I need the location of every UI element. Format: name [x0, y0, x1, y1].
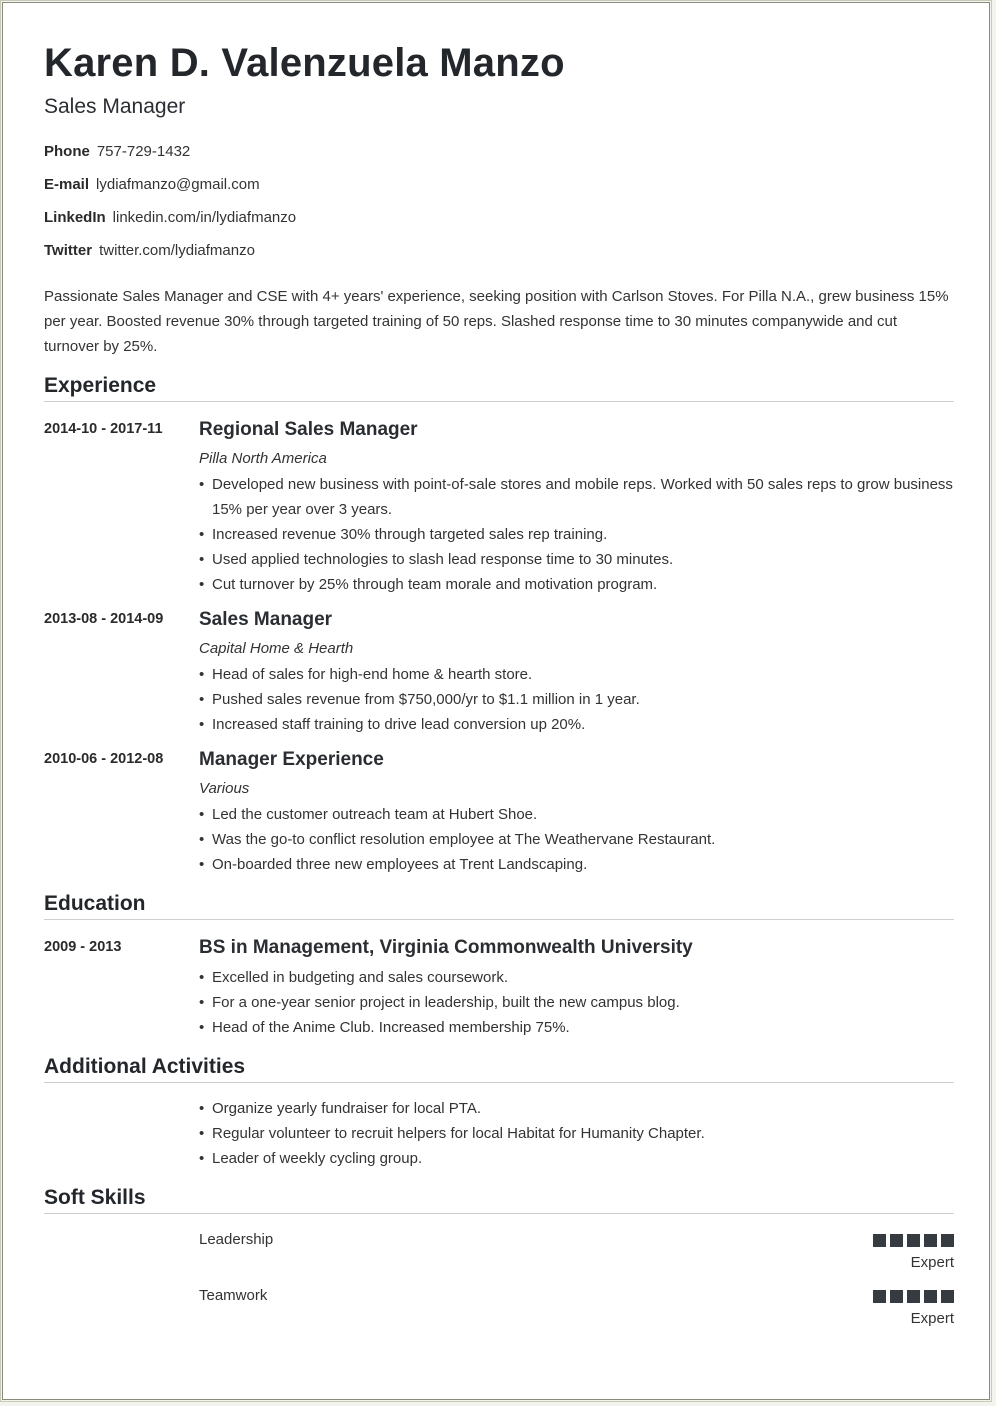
rating-square	[941, 1234, 954, 1247]
list-item: • Head of the Anime Club. Increased membership 75%.	[199, 1015, 955, 1040]
list-item: • Cut turnover by 25% through team morale and motivation program.	[199, 572, 955, 597]
list-item: • Used applied technologies to slash lead response time to 30 minutes.	[199, 547, 955, 572]
skill-name: Teamwork	[199, 1287, 268, 1304]
rating-square	[924, 1290, 937, 1303]
skill-level: Expert	[910, 1254, 954, 1271]
contact-label: E-mail	[44, 176, 90, 193]
list-item: • For a one-year senior project in leadership, built the new campus blog.	[199, 990, 955, 1015]
contact-label: LinkedIn	[44, 209, 106, 226]
rating-square	[890, 1234, 903, 1247]
list-item: • Regular volunteer to recruit helpers for local Habitat for Humanity Chapter.	[199, 1121, 955, 1146]
skill-level: Expert	[910, 1310, 954, 1327]
education-dates: 2009 - 2013	[44, 939, 122, 955]
candidate-name: Karen D. Valenzuela Manzo	[44, 41, 565, 85]
job-bullets	[199, 472, 955, 597]
education-bullets	[199, 965, 955, 1040]
contact-email	[44, 176, 260, 193]
section-title-education: Education	[44, 892, 954, 920]
list-item: • Organize yearly fundraiser for local PTA.	[199, 1096, 955, 1121]
list-item: • Developed new business with point-of-sale stores and mobile reps. Worked with 50 sales reps to grow business 15% per year over 3 years.	[199, 472, 955, 522]
job-title: Sales Manager	[199, 609, 333, 630]
summary-paragraph: Passionate Sales Manager and CSE with 4+ years' experience, seeking position with Carlson Stoves. For Pilla N.A., grew business 15% per year. Boosted revenue 30% through targeted training of 50 reps. Slashed response time to 30 minutes companywide and cut turnover by 25%.	[44, 288, 949, 355]
contact-label: Phone	[44, 143, 90, 160]
list-item: • On-boarded three new employees at Trent Landscaping.	[199, 852, 955, 877]
contact-value: lydiafmanzo@gmail.com	[96, 176, 260, 193]
job-dates: 2013-08 - 2014-09	[44, 611, 164, 627]
education-degree: BS in Management, Virginia Commonwealth University	[199, 937, 693, 958]
job-bullets	[199, 662, 955, 737]
section-title-activities: Additional Activities	[44, 1055, 954, 1083]
contact-value: linkedin.com/in/lydiafmanzo	[112, 209, 297, 226]
resume-page	[2, 2, 990, 1400]
job-company: Pilla North America	[199, 450, 327, 467]
job-dates: 2010-06 - 2012-08	[44, 751, 164, 767]
list-item: • Led the customer outreach team at Hubert Shoe.	[199, 802, 955, 827]
contact-linkedin	[44, 209, 296, 226]
section-title-skills: Soft Skills	[44, 1186, 954, 1214]
list-item: • Excelled in budgeting and sales coursework.	[199, 965, 955, 990]
job-title: Regional Sales Manager	[199, 419, 418, 440]
list-item: • Increased staff training to drive lead conversion up 20%.	[199, 712, 955, 737]
job-dates: 2014-10 - 2017-11	[44, 421, 163, 437]
skill-name: Leadership	[199, 1231, 274, 1248]
rating-square	[890, 1290, 903, 1303]
contact-phone	[44, 143, 190, 160]
list-item: • Leader of weekly cycling group.	[199, 1146, 955, 1171]
section-title-experience: Experience	[44, 374, 954, 402]
job-company: Capital Home & Hearth	[199, 640, 354, 657]
candidate-role: Sales Manager	[44, 95, 186, 118]
rating-square	[924, 1234, 937, 1247]
activities-bullets	[199, 1096, 955, 1171]
rating-square	[873, 1234, 886, 1247]
skill-rating	[873, 1234, 954, 1247]
list-item: • Head of sales for high-end home & hearth store.	[199, 662, 955, 687]
rating-square	[941, 1290, 954, 1303]
contact-value: 757-729-1432	[96, 143, 191, 160]
job-title: Manager Experience	[199, 749, 384, 770]
rating-square	[907, 1234, 920, 1247]
job-bullets	[199, 802, 955, 877]
rating-square	[873, 1290, 886, 1303]
contact-label: Twitter	[44, 242, 93, 259]
job-company: Various	[199, 780, 250, 797]
list-item: • Was the go-to conflict resolution employee at The Weathervane Restaurant.	[199, 827, 955, 852]
list-item: • Pushed sales revenue from $750,000/yr to $1.1 million in 1 year.	[199, 687, 955, 712]
rating-square	[907, 1290, 920, 1303]
list-item: • Increased revenue 30% through targeted sales rep training.	[199, 522, 955, 547]
skill-rating	[873, 1290, 954, 1303]
contact-value: twitter.com/lydiafmanzo	[99, 242, 255, 259]
contact-twitter	[44, 242, 255, 259]
